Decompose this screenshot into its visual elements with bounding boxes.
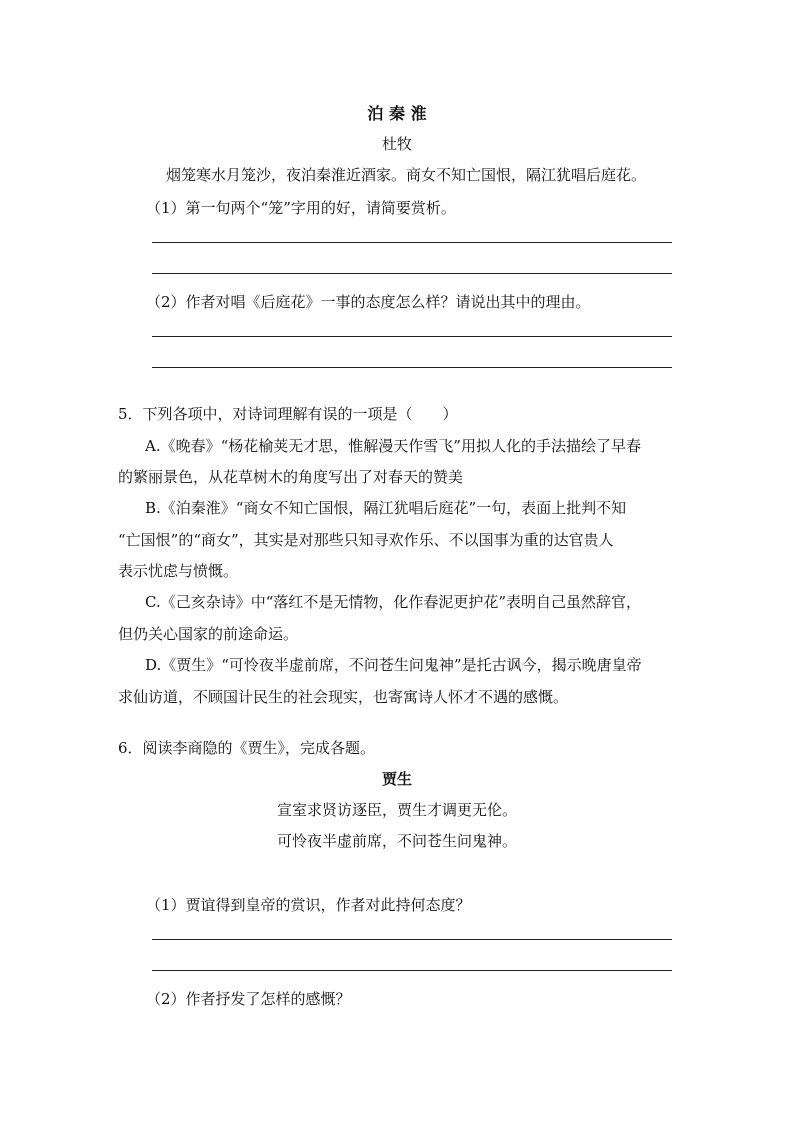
answer-line: [152, 336, 672, 337]
option-a-line-2: 的繁丽景色，从花草树木的角度写出了对春天的赞美: [118, 468, 464, 486]
answer-line: [152, 367, 672, 368]
question-5-stem: 5．下列各项中，对诗词理解有误的一项是（ ）: [118, 405, 458, 423]
question-1-2: （2）作者对唱《后庭花》一事的态度怎么样？请说出其中的理由。: [146, 293, 591, 311]
option-b-line-2: “亡国恨”的“商女”，其实是对那些只知寻欢作乐、不以国事为重的达官贵人: [118, 531, 614, 549]
poem-title: 泊 秦 淮: [367, 104, 427, 123]
poem-text: 烟笼寒水月笼沙，夜泊秦淮近酒家。商女不知亡国恨，隔江犹唱后庭花。: [166, 166, 647, 184]
poem-2-title: 贾生: [381, 770, 412, 788]
answer-line: [152, 970, 672, 971]
answer-line: [152, 242, 672, 243]
option-b-line-1: B.《泊秦淮》“商女不知亡国恨，隔江犹唱后庭花”一句，表面上批判不知: [145, 499, 627, 517]
answer-line: [152, 939, 672, 940]
option-a-line-1: A.《晚春》“杨花榆荚无才思，惟解漫天作雪飞”用拟人化的手法描绘了早春: [145, 437, 641, 455]
option-b-line-3: 表示忧虑与愤慨。: [118, 562, 239, 580]
option-d-line-2: 求仙访道，不顾国计民生的社会现实，也寄寓诗人怀才不遇的感慨。: [118, 688, 569, 706]
option-c-line-1: C.《己亥杂诗》中“落红不是无情物，化作春泥更护花”表明自己虽然辞官，: [145, 593, 642, 611]
option-c-line-2: 但仍关心国家的前途命运。: [118, 625, 299, 643]
poem-author: 杜牧: [381, 135, 412, 153]
question-6-stem: 6．阅读李商隐的《贾生》，完成各题。: [118, 739, 376, 757]
poem-2-line-2: 可怜夜半虚前席，不问苍生问鬼神。: [276, 832, 517, 850]
poem-2-line-1: 宣室求贤访逐臣，贾生才调更无伦。: [276, 801, 517, 819]
question-6-1: （1）贾谊得到皇帝的赏识，作者对此持何态度？: [146, 896, 471, 914]
option-d-line-1: D.《贾生》“可怜夜半虚前席，不问苍生问鬼神”是托古讽今，揭示晚唐皇帝: [145, 656, 642, 674]
question-6-2: （2）作者抒发了怎样的感慨？: [146, 990, 351, 1008]
question-1-1: （1）第一句两个“笼”字用的好，请简要赏析。: [146, 199, 456, 217]
answer-line: [152, 273, 672, 274]
